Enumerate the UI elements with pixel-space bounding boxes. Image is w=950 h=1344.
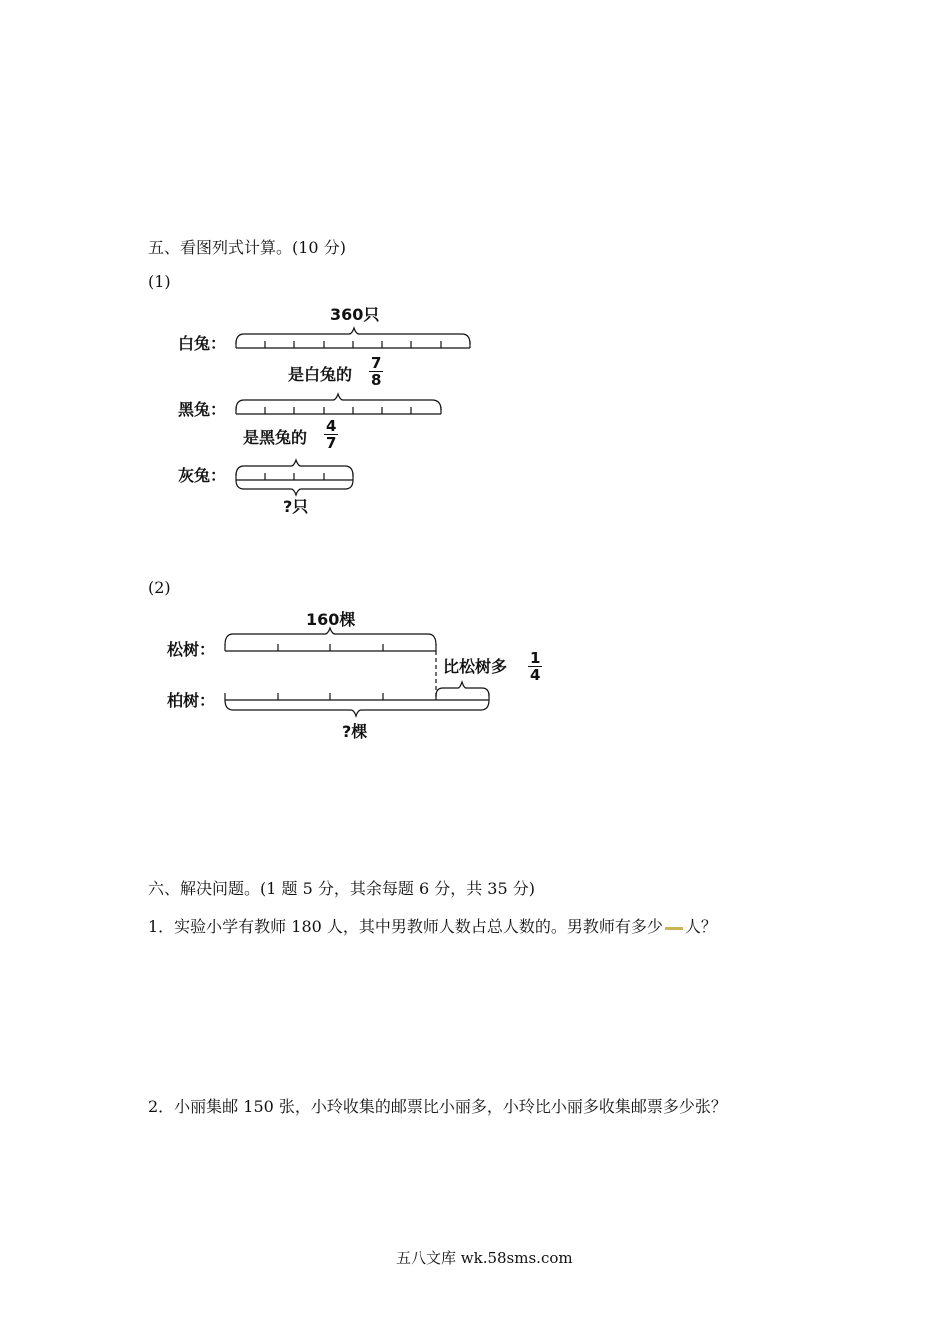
gray-rabbit-question: ?只: [283, 497, 309, 516]
cypress-tree-label: 柏树：: [167, 691, 216, 710]
fraction-4-7-denominator: 7: [326, 434, 337, 452]
problem-2: 2．小丽集邮 150 张，小玲收集的邮票比小丽多，小玲比小丽多收集邮票多少张？: [148, 1097, 727, 1116]
problem-1-text-end: 人？: [684, 917, 717, 936]
problem-1: [148, 917, 717, 937]
fraction-1-4-numerator: 1: [530, 649, 541, 667]
cypress-question: ?棵: [342, 722, 368, 741]
answer-blank: [665, 927, 683, 930]
white-rabbit-label: 白兔：: [178, 334, 227, 353]
rabbit-relation-1-text: 是白兔的: [288, 365, 353, 384]
pine-ticks: [225, 644, 436, 651]
problem-1-text: 1．实验小学有教师 180 人，其中男教师人数占总人数的。男教师有多少: [148, 917, 663, 936]
cypress-bottom-brace: [225, 700, 489, 716]
extra-part-brace: [436, 682, 489, 696]
q2-label: (2): [148, 578, 171, 597]
white-rabbit-total: 360只: [330, 305, 380, 324]
black-rabbit-label: 黑兔：: [178, 400, 227, 419]
fraction-1-4: [528, 650, 542, 683]
rabbit-relation-2-text: 是黑兔的: [243, 428, 308, 447]
pine-total: 160棵: [306, 610, 356, 629]
fraction-4-7-numerator: 4: [326, 417, 337, 435]
fraction-7-8-denominator: 8: [371, 371, 382, 389]
tree-relation-text: 比松树多: [443, 657, 508, 676]
pine-brace: [225, 628, 436, 645]
fraction-1-4-denominator: 4: [530, 666, 541, 684]
q1-label: (1): [148, 272, 171, 291]
footer-watermark: 五八文库 wk.58sms.com: [396, 1249, 573, 1267]
section6-title: 六、解决问题。(1 题 5 分，其余每题 6 分，共 35 分): [148, 879, 535, 898]
fraction-7-8-numerator: 7: [371, 354, 382, 372]
gray-rabbit-label: 灰兔：: [178, 466, 227, 485]
pine-tree-label: 松树：: [167, 640, 216, 659]
cypress-ticks: [225, 693, 489, 700]
section5-title: 五、看图列式计算。(10 分): [148, 238, 346, 257]
